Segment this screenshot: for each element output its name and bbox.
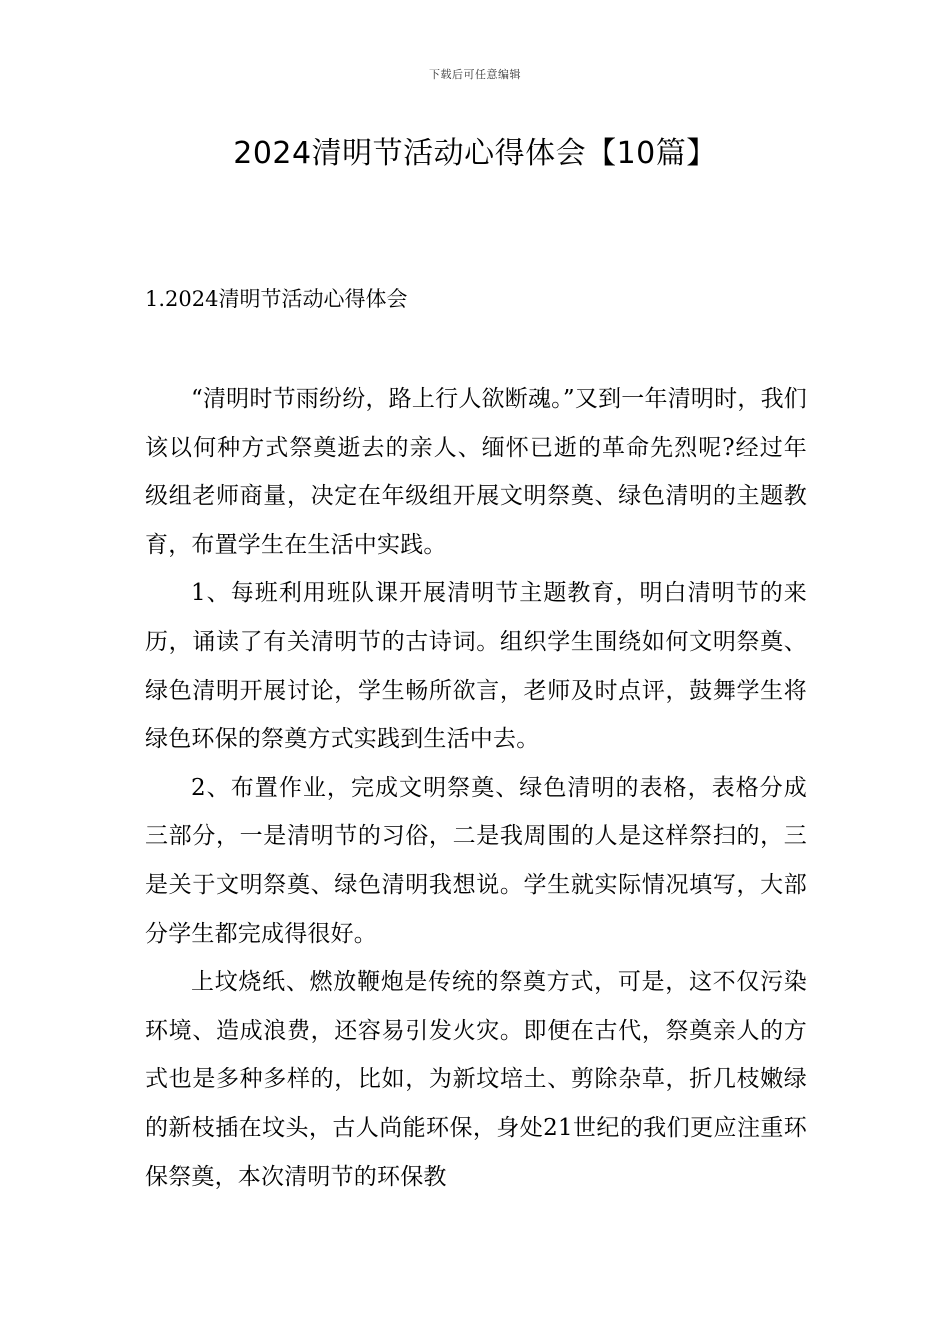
body-text xyxy=(145,375,807,1201)
paragraph: 1、每班利用班队课开展清明节主题教育，明白清明节的来历，诵读了有关清明节的古诗词。组织学生围绕如何文明祭奠、绿色清明开展讨论，学生畅所欲言，老师及时点评，鼓舞学生将绿色环保的祭奠方式实践到生活中去。 xyxy=(145,580,807,753)
header-note: 下载后可任意编辑 xyxy=(429,68,521,81)
document-title: 2024清明节活动心得体会【10篇】 xyxy=(233,136,717,171)
section-heading: 1.2024清明节活动心得体会 xyxy=(145,287,408,311)
paragraph: 2、布置作业，完成文明祭奠、绿色清明的表格，表格分成三部分，一是清明节的习俗，二是我周围的人是这样祭扫的，三是关于文明祭奠、绿色清明我想说。学生就实际情况填写，大部分学生都完成得很好。 xyxy=(145,774,807,947)
paragraph: 上坟烧纸、燃放鞭炮是传统的祭奠方式，可是，这不仅污染环境、造成浪费，还容易引发火灾。即便在古代，祭奠亲人的方式也是多种多样的，比如，为新坟培土、剪除杂草，折几枝嫩绿的新枝插在坟头，古人尚能环保，身处21世纪的我们更应注重环保祭奠，本次清明节的环保教 xyxy=(145,969,807,1190)
paragraph: “清明时节雨纷纷，路上行人欲断魂。”又到一年清明时，我们该以何种方式祭奠逝去的亲人、缅怀已逝的革命先烈呢?经过年级组老师商量，决定在年级组开展文明祭奠、绿色清明的主题教育，布置学生在生活中实践。 xyxy=(145,386,807,558)
